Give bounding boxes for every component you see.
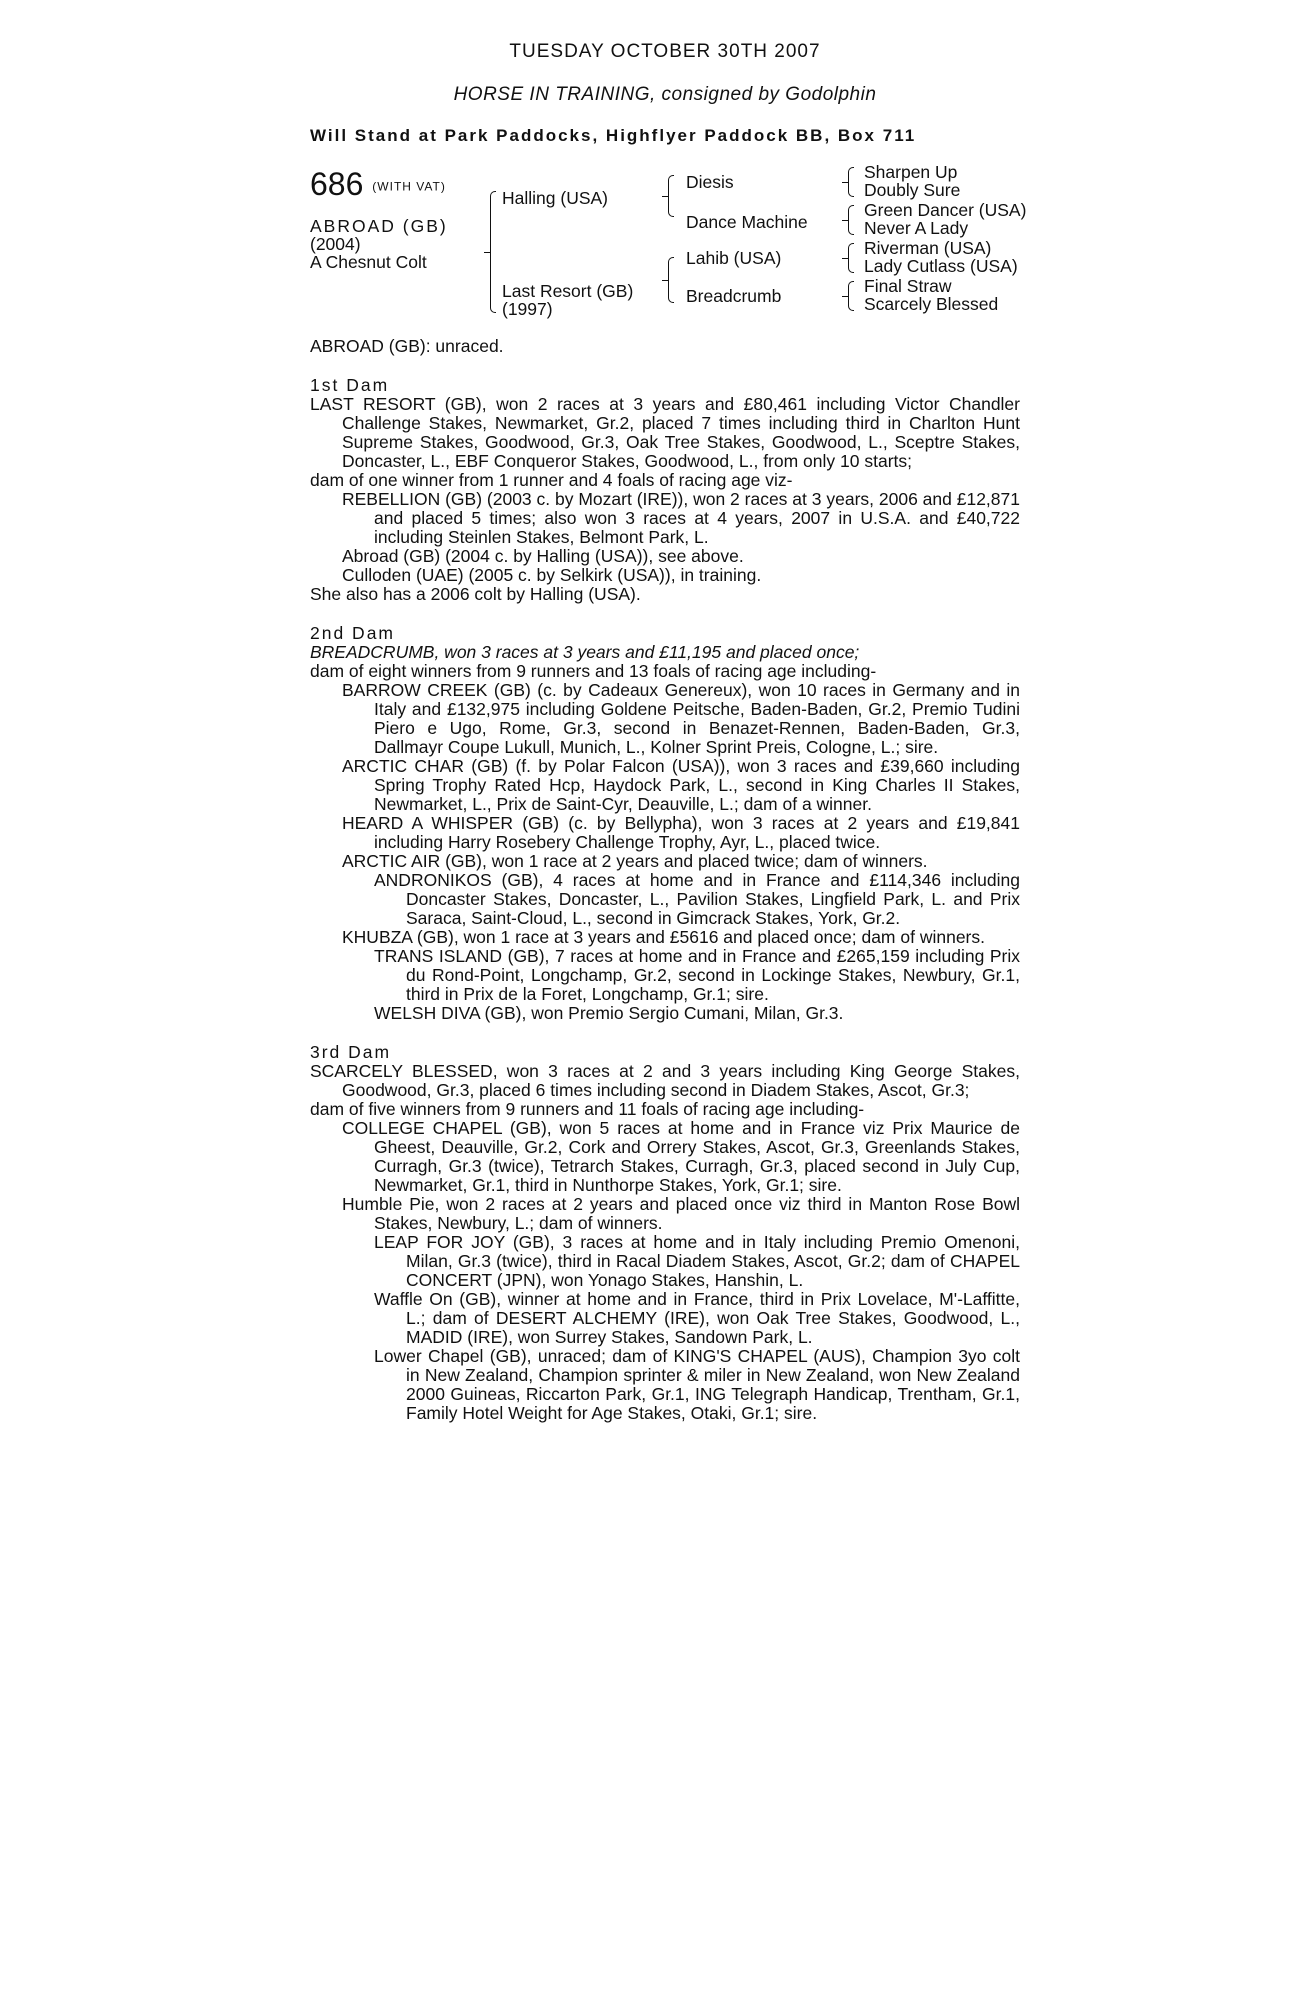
pedigree-dam-year: (1997) bbox=[502, 299, 553, 319]
third-dam-produce-summary: dam of five winners from 9 runners and 11 foals of racing age including- bbox=[310, 1099, 865, 1119]
lot-number bbox=[310, 167, 446, 204]
stand-location: Will Stand at Park Paddocks, Highflyer Paddock BB, Box 711 bbox=[310, 126, 917, 145]
horse-details bbox=[310, 217, 448, 271]
brace-gen3-b bbox=[848, 205, 854, 235]
produce-culloden: Culloden (UAE) (2005 c. by Selkirk (USA)), in training. bbox=[342, 565, 762, 585]
produce-arctic-air: ARCTIC AIR (GB), won 1 race at 2 years and placed twice; dam of winners. bbox=[342, 851, 928, 871]
produce-andronikos: ANDRONIKOS (GB), 4 races at home and in France and £114,346 including Doncaster Stakes, Doncaster, L., Pavilion Stakes, Lingfield Park, L. and Prix Saraca, Saint-Cloud, L., second in Gimcrack Stakes, York, Gr.2. bbox=[374, 870, 1020, 928]
produce-barrow-creek: BARROW CREEK (GB) (c. by Cadeaux Genereux), won 10 races in Germany and in Italy and £132,975 including Goldene Peitsche, Baden-Baden, Gr.2, Premio Tudini Piero e Ugo, Rome, Gr.3, second in Benazet-Rennen, Baden-Baden, Gr.3, Dallmayr Coupe Lukull, Munich, L., Kolner Sprint Preis, Cologne, L.; sire. bbox=[342, 680, 1020, 757]
produce-rebellion: REBELLION (GB) (2003 c. by Mozart (IRE)), won 2 races at 3 years, 2006 and £12,871 and placed 5 times; also won 3 races at 4 years, 2007 in U.S.A. and £40,722 including Steinlen Stakes, Belmont Park, L. bbox=[342, 489, 1020, 547]
first-dam-produce-summary: dam of one winner from 1 runner and 4 foals of racing age viz- bbox=[310, 470, 793, 490]
first-dam-section bbox=[310, 376, 1020, 604]
produce-humble-pie: Humble Pie, won 2 races at 2 years and placed once viz third in Manton Rose Bowl Stakes, Newbury, L.; dam of winners. bbox=[342, 1194, 1020, 1233]
sale-date: TUESDAY OCTOBER 30TH 2007 bbox=[509, 41, 821, 62]
brace-gen2-bottom bbox=[668, 257, 674, 303]
horse-year: (2004) bbox=[310, 234, 361, 254]
produce-college-chapel: COLLEGE CHAPEL (GB), won 5 races at home and in France viz Prix Maurice de Gheest, Deauville, Gr.2, Cork and Orrery Stakes, Ascot, Gr.3, Greenlands Stakes, Curragh, Gr.3 (twice), Tetrarch Stakes, Curragh, Gr.3, placed second in July Cup, Newmarket, Gr.1, third in Nunthorpe Stakes, York, Gr.1; sire. bbox=[342, 1118, 1020, 1195]
first-dam-record: LAST RESORT (GB), won 2 races at 3 years and £80,461 including Victor Chandler Challenge Stakes, Newmarket, Gr.2, placed 7 times including third in Charlton Hunt Supreme Stakes, Goodwood, Gr.3, Oak Tree Stakes, Goodwood, L., Sceptre Stakes, Doncaster, L., EBF Conqueror Stakes, Goodwood, L., from only 10 starts; bbox=[310, 394, 1020, 471]
third-dam-record: SCARCELY BLESSED, won 3 races at 2 and 3 years including King George Stakes, Goodwood, Gr.3, placed 6 times including second in Diadem Stakes, Ascot, Gr.3; bbox=[310, 1061, 1020, 1100]
brace-gen3-d bbox=[848, 281, 854, 311]
pedigree-ddd: Scarcely Blessed bbox=[864, 294, 999, 314]
pedigree-sds: Green Dancer (USA) bbox=[864, 200, 1027, 220]
pedigree-sss: Sharpen Up bbox=[864, 162, 958, 182]
race-summary: ABROAD (GB): unraced. bbox=[310, 336, 504, 356]
brace-gen3-c bbox=[848, 243, 854, 273]
produce-note: She also has a 2006 colt by Halling (USA). bbox=[310, 584, 641, 604]
brace-gen3-a bbox=[848, 167, 854, 197]
produce-heard-a-whisper: HEARD A WHISPER (GB) (c. by Bellypha), won 3 races at 2 years and £19,841 including Harry Rosebery Challenge Trophy, Ayr, L., placed twice. bbox=[342, 813, 1020, 852]
lot-number-value: 686 bbox=[310, 166, 364, 202]
pedigree-ssd: Doubly Sure bbox=[864, 180, 961, 200]
pedigree-sire-sire: Diesis bbox=[686, 172, 734, 192]
pedigree-sire: Halling (USA) bbox=[502, 188, 608, 208]
produce-trans-island: TRANS ISLAND (GB), 7 races at home and in France and £265,159 including Prix du Rond-Point, Longchamp, Gr.2, second in Lockinge Stakes, Newbury, Gr.1, third in Prix de la Foret, Longchamp, Gr.1; sire. bbox=[374, 946, 1020, 1004]
first-dam-heading: 1st Dam bbox=[310, 375, 390, 395]
produce-khubza: KHUBZA (GB), won 1 race at 3 years and £5616 and placed once; dam of winners. bbox=[342, 927, 985, 947]
third-dam-section bbox=[310, 1043, 1020, 1423]
second-dam-section bbox=[310, 624, 1020, 1023]
pedigree-dam-dam: Breadcrumb bbox=[686, 286, 782, 306]
second-dam-heading: 2nd Dam bbox=[310, 623, 396, 643]
pedigree-sire-dam: Dance Machine bbox=[686, 212, 808, 232]
pedigree-dam-sire: Lahib (USA) bbox=[686, 248, 782, 268]
third-dam-heading: 3rd Dam bbox=[310, 1042, 392, 1062]
produce-abroad: Abroad (GB) (2004 c. by Halling (USA)), see above. bbox=[342, 546, 744, 566]
pedigree-sdd: Never A Lady bbox=[864, 218, 969, 238]
pedigree-dam: Last Resort (GB) bbox=[502, 281, 634, 301]
produce-waffle-on: Waffle On (GB), winner at home and in France, third in Prix Lovelace, M'-Laffitte, L.; dam of DESERT ALCHEMY (IRE), won Oak Tree Stakes, Goodwood, L., MADID (IRE), won Surrey Stakes, Sandown Park, L. bbox=[374, 1289, 1020, 1347]
consignment-line: HORSE IN TRAINING, consigned by Godolphin bbox=[453, 84, 877, 105]
catalogue-page bbox=[310, 41, 1027, 1423]
pedigree-dds: Final Straw bbox=[864, 276, 952, 296]
produce-lower-chapel: Lower Chapel (GB), unraced; dam of KING'S CHAPEL (AUS), Champion 3yo colt in New Zealand, Champion sprinter & miler in New Zealand, won New Zealand 2000 Guineas, Riccarton Park, Gr.1, ING Telegraph Handicap, Trentham, Gr.1, Family Hotel Weight for Age Stakes, Otaki, Gr.1; sire. bbox=[374, 1346, 1020, 1423]
second-dam-produce-summary: dam of eight winners from 9 runners and 13 foals of racing age including- bbox=[310, 661, 877, 681]
pedigree-table bbox=[310, 162, 1027, 337]
produce-welsh-diva: WELSH DIVA (GB), won Premio Sergio Cumani, Milan, Gr.3. bbox=[374, 1003, 844, 1023]
pedigree-dsd: Lady Cutlass (USA) bbox=[864, 256, 1018, 276]
produce-leap-for-joy: LEAP FOR JOY (GB), 3 races at home and in Italy including Premio Omenoni, Milan, Gr.3 (twice), third in Racal Diadem Stakes, Ascot, Gr.2; dam of CHAPEL CONCERT (JPN), won Yonago Stakes, Hanshin, L. bbox=[374, 1232, 1020, 1290]
horse-description: A Chesnut Colt bbox=[310, 252, 427, 272]
produce-arctic-char: ARCTIC CHAR (GB) (f. by Polar Falcon (USA)), won 3 races and £39,660 including Spring Trophy Rated Hcp, Haydock Park, L., second in King Charles II Stakes, Newmarket, L., Prix de Saint-Cyr, Deauville, L.; dam of a winner. bbox=[342, 756, 1020, 814]
second-dam-record: BREADCRUMB, won 3 races at 3 years and £11,195 and placed once; bbox=[310, 642, 860, 662]
brace-gen2-top bbox=[668, 175, 674, 217]
horse-name: ABROAD (GB) bbox=[310, 216, 448, 236]
pedigree-dss: Riverman (USA) bbox=[864, 238, 992, 258]
brace-gen1 bbox=[490, 191, 496, 313]
vat-note: (WITH VAT) bbox=[372, 179, 446, 194]
